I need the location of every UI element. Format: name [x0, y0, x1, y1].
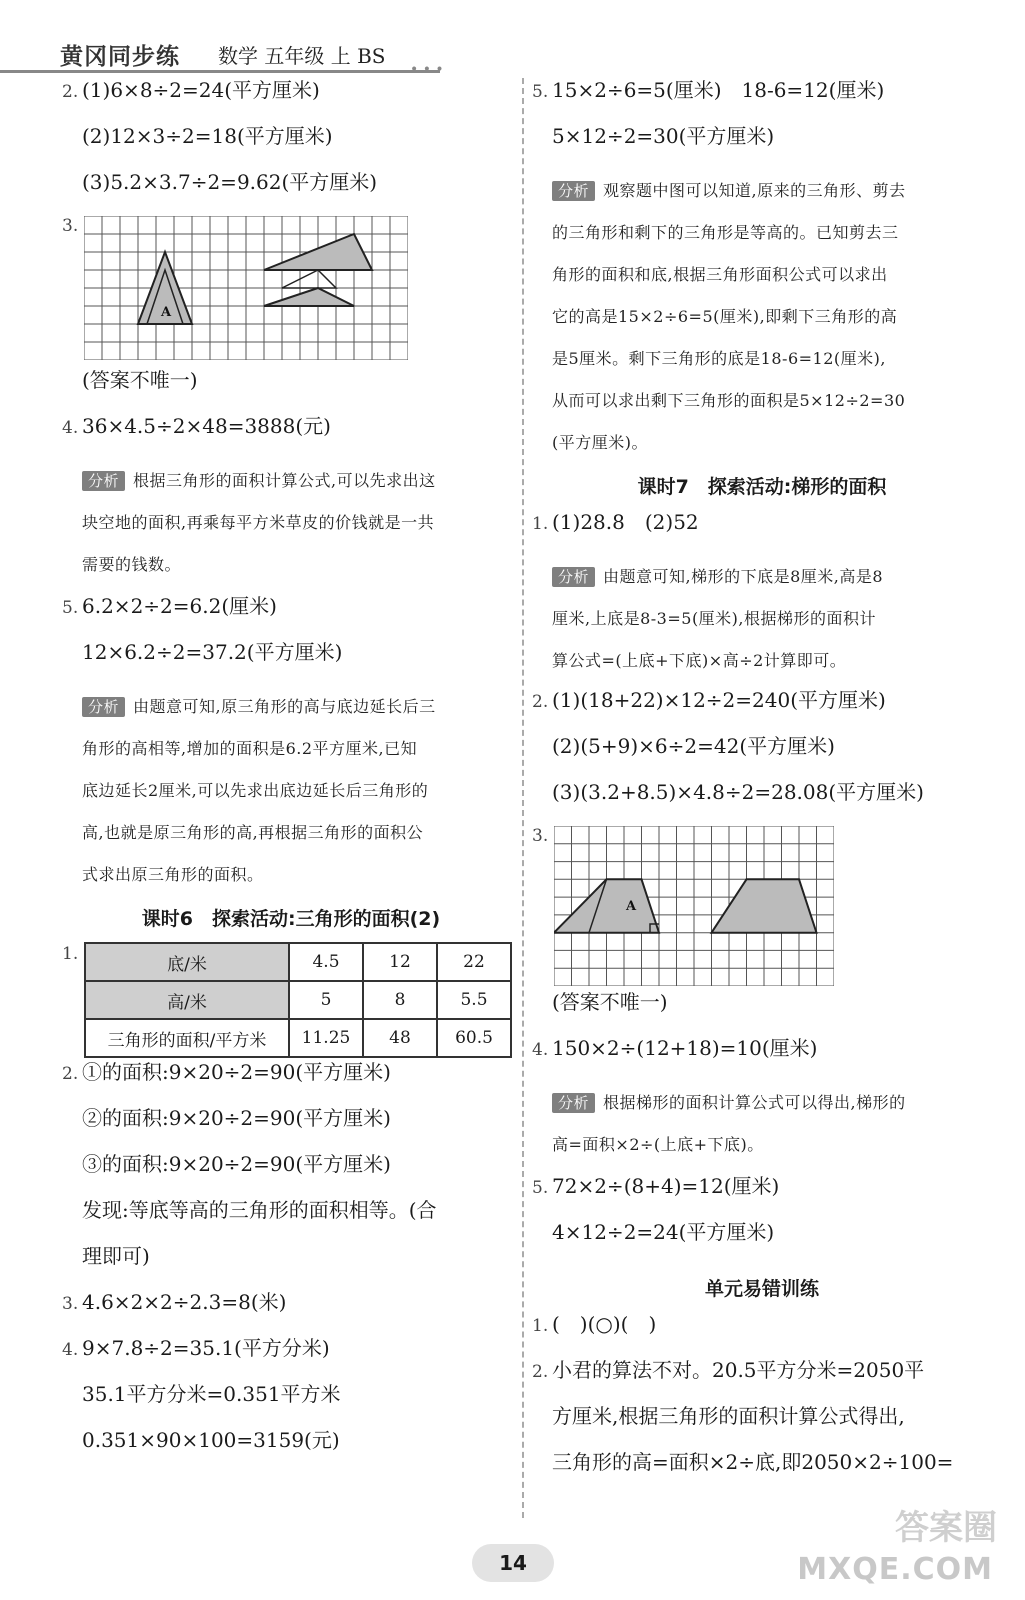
table-row: 三角形的面积/平方米 11.25 48 60.5: [85, 1019, 511, 1057]
answer-line: 2. (1)6×8÷2=24(平方厘米): [62, 78, 320, 102]
answer-line: 12×6.2÷2=37.2(平方厘米): [82, 640, 343, 664]
answer-line: 三角形的高=面积×2÷底,即2050×2÷100=: [552, 1450, 954, 1474]
header-subtitle: 数学 五年级 上 BS: [218, 44, 386, 68]
answer-line: 1. ( )(○)( ): [532, 1312, 657, 1336]
analysis-block: 分析 根据三角形的面积计算公式,可以先求出这 块空地的面积,再乘每平方米草皮的价钱就是一共 需要的钱数。: [82, 471, 436, 574]
answer-line: 2. 小君的算法不对。20.5平方分米=2050平: [532, 1358, 925, 1382]
grid-figure: [554, 826, 834, 986]
analysis-tag: 分析: [82, 471, 125, 491]
data-table: [84, 942, 512, 1058]
watermark-url: MXQE.COM: [797, 1552, 993, 1587]
note-line: (答案不唯一): [82, 368, 198, 392]
answer-line: (3)(3.2+8.5)×4.8÷2=28.08(平方厘米): [552, 780, 924, 804]
section-title: 课时6 探索活动:三角形的面积(2): [141, 908, 441, 930]
page-number: 14: [472, 1544, 554, 1582]
t3-figure: 3. A: [532, 826, 992, 990]
brand-logo: 黄冈同步练: [60, 43, 180, 70]
svg-text:A: A: [161, 305, 172, 320]
section-title: 课时7 探索活动:梯形的面积: [637, 476, 887, 498]
watermark-logo: 答案圈: [895, 1508, 997, 1548]
grid-figure: [84, 216, 408, 360]
analysis-block: 分析 由题意可知,原三角形的高与底边延长后三 角形的高相等,增加的面积是6.2平方厘米,已知 底边延长2厘米,可以先求出底边延长后三角形的 高,也就是原三角形的高,再根据三角形的面积公 式求出原三角形的面积。: [82, 697, 436, 884]
answer-line: 2. ①的面积:9×20÷2=90(平方厘米): [62, 1060, 391, 1084]
answer-line: 5. 72×2÷(8+4)=12(厘米): [532, 1174, 780, 1198]
answer-line: 2. (1)(18+22)×12÷2=240(平方厘米): [532, 688, 886, 712]
header-dots: • • •: [410, 62, 444, 78]
section-title: 单元易错训练: [704, 1278, 819, 1300]
answer-line: 发现:等底等高的三角形的面积相等。(合: [82, 1198, 437, 1222]
answer-line: (2)12×3÷2=18(平方厘米): [82, 124, 333, 148]
header-rule: [0, 70, 440, 73]
analysis-tag: 分析: [82, 697, 125, 717]
table-row: 高/米 5 8 5.5: [85, 981, 511, 1019]
right-column: [532, 78, 992, 1496]
answer-line: 5. 6.2×2÷2=6.2(厘米): [62, 594, 277, 618]
q3-figure: 3. A: [62, 216, 520, 368]
analysis-block: 分析 由题意可知,梯形的下底是8厘米,高是8 厘米,上底是8-3=5(厘米),根据梯形的面积计 算公式=(上底+下底)×高÷2计算即可。: [552, 567, 884, 670]
answer-line: 5. 15×2÷6=5(厘米) 18-6=12(厘米): [532, 78, 885, 102]
left-column: [62, 78, 520, 1474]
svg-text:A: A: [626, 899, 637, 914]
answer-line: 35.1平方分米=0.351平方米: [82, 1382, 341, 1406]
answer-line: 理即可): [82, 1244, 150, 1268]
answer-line: ③的面积:9×20÷2=90(平方厘米): [82, 1152, 391, 1176]
answer-line: 4. 150×2÷(12+18)=10(厘米): [532, 1036, 818, 1060]
answer-line: (2)(5+9)×6÷2=42(平方厘米): [552, 734, 835, 758]
analysis-tag: 分析: [552, 1093, 595, 1113]
page-header: [0, 0, 1025, 80]
answer-line: 4×12÷2=24(平方厘米): [552, 1220, 775, 1244]
note-line: (答案不唯一): [552, 990, 668, 1014]
analysis-tag: 分析: [552, 181, 595, 201]
answer-line: 1. (1)28.8 (2)52: [532, 510, 699, 534]
column-divider: [522, 78, 524, 1518]
answer-line: 5×12÷2=30(平方厘米): [552, 124, 775, 148]
data-table-block: 1. 底/米 4.5 12 22 高/米 5 8 5.5 三角形的面积/平方米 11.25 48 60.5: [62, 942, 520, 1060]
answer-line: 0.351×90×100=3159(元): [82, 1428, 340, 1452]
answer-line: ②的面积:9×20÷2=90(平方厘米): [82, 1106, 391, 1130]
analysis-tag: 分析: [552, 567, 595, 587]
answer-line: 4. 36×4.5÷2×48=3888(元): [62, 414, 331, 438]
answer-line: 方厘米,根据三角形的面积计算公式得出,: [552, 1404, 905, 1428]
table-row: 底/米 4.5 12 22: [85, 943, 511, 981]
answer-line: 3. 4.6×2×2÷2.3=8(米): [62, 1290, 287, 1314]
answer-line: 4. 9×7.8÷2=35.1(平方分米): [62, 1336, 330, 1360]
analysis-block: 分析 根据梯形的面积计算公式可以得出,梯形的 高=面积×2÷(上底+下底)。: [552, 1093, 906, 1154]
answer-line: (3)5.2×3.7÷2=9.62(平方厘米): [82, 170, 378, 194]
analysis-block: 分析 观察题中图可以知道,原来的三角形、剪去 的三角形和剩下的三角形是等高的。已知剪去三 角形的面积和底,根据三角形面积公式可以求出 它的高是15×2÷6=5(厘米),即剩下三角形的高 是5厘米。剩下三角形的底是18-6=12(厘米), 从而可以求出剩下三角形的面积是5×12÷2=30 (平方厘米)。: [552, 181, 906, 452]
